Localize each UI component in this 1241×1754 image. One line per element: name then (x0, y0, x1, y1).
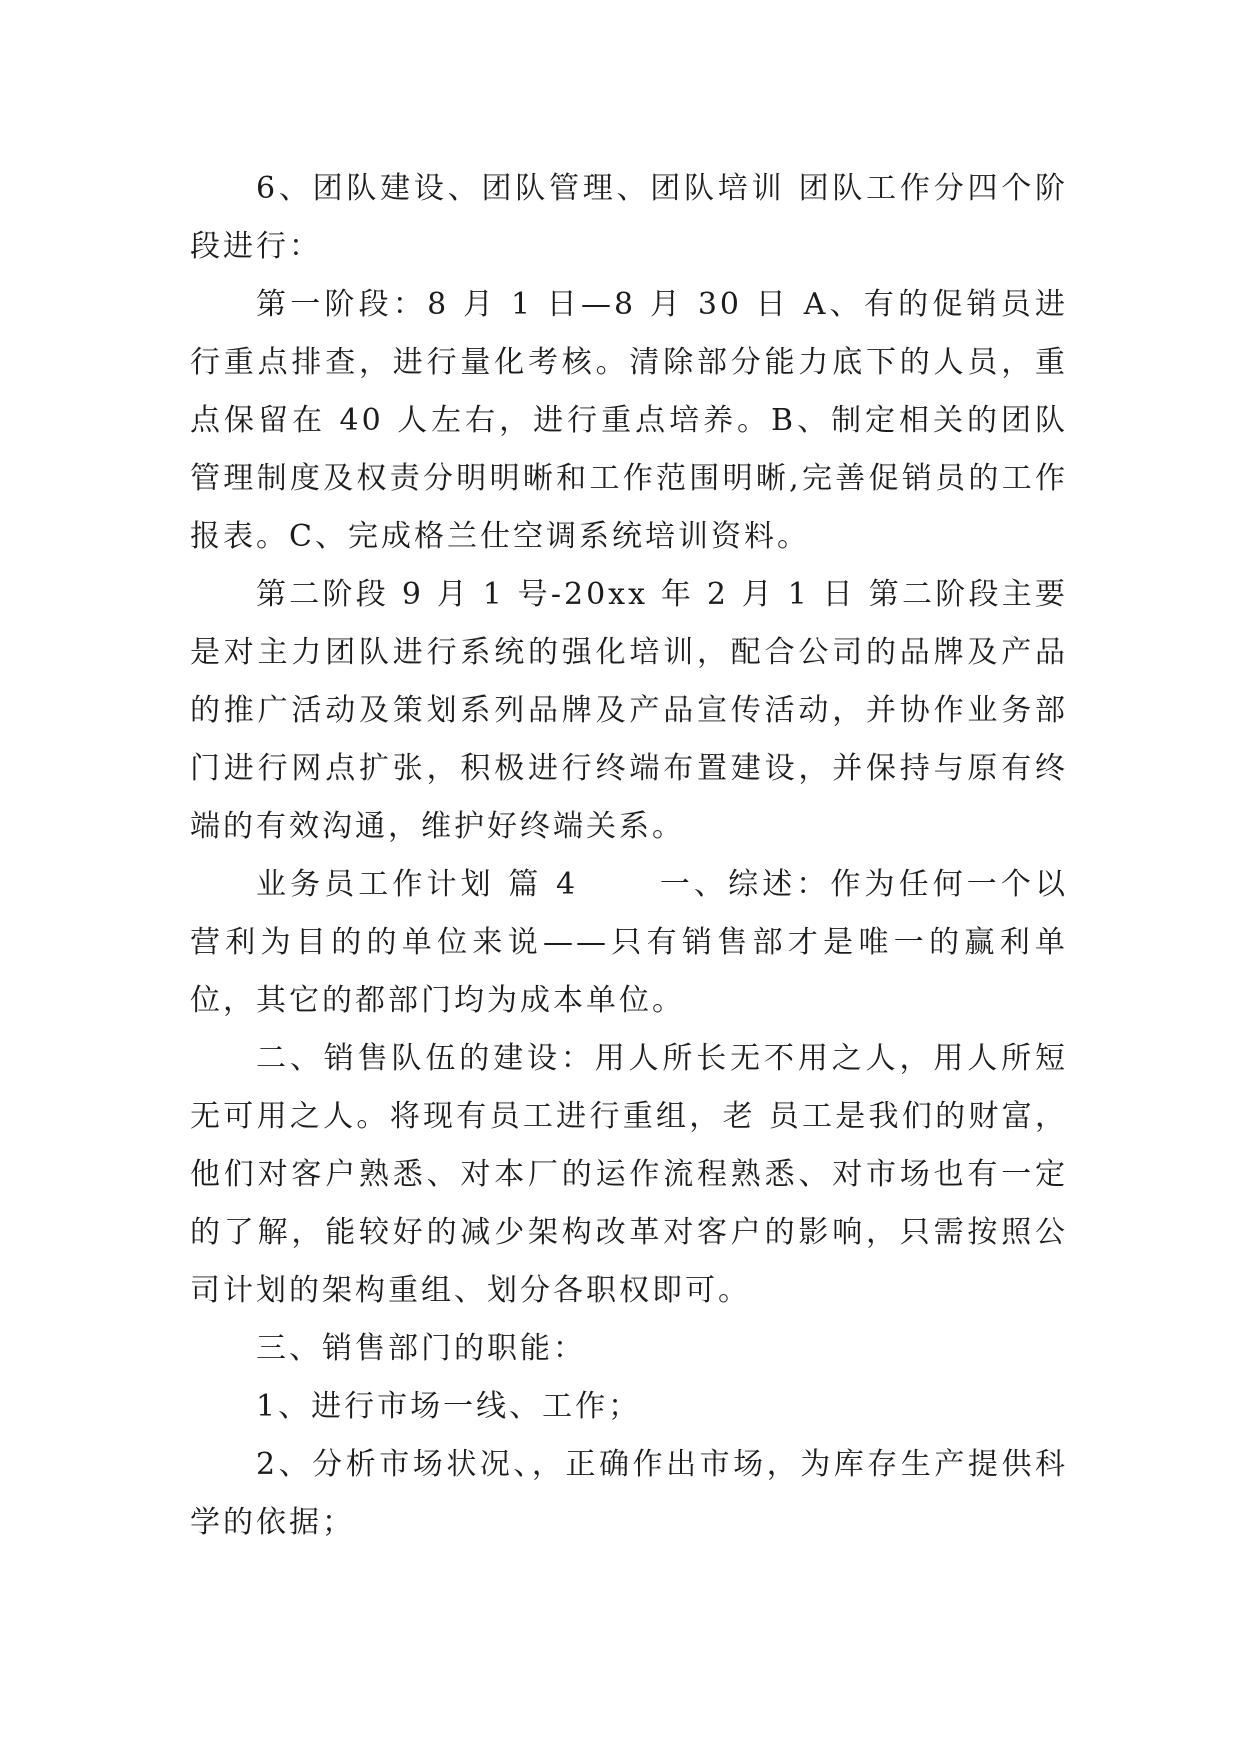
paragraph-function-2: 2、分析市场状况、，正确作出市场，为库存生产提供科学的依据； (190, 1447, 1068, 1540)
document-body (190, 160, 1068, 1552)
paragraph-plan-overview: 业务员工作计划 篇 4 一、综述：作为任何一个以营利为目的的单位来说——只有销售部才是唯一的赢利单位，其它的都部门均为成本单位。 (190, 867, 1068, 1018)
paragraph-sales-functions-heading: 三、销售部门的职能： (256, 1331, 586, 1366)
paragraph-phase-one: 第一阶段：8 月 1 日—8 月 30 日 A、有的促销员进行重点排查，进行量化考核。清除部分能力底下的人员，重点保留在 40 人左右，进行重点培养。B、制定相关的团队管理制度及权责分明明晰和工作范围明晰,完善促销员的工作报表。C、完成格兰仕空调系统培训资料。 (190, 287, 1068, 554)
paragraph-sales-team: 二、销售队伍的建设：用人所长无不用之人，用人所短无可用之人。将现有员工进行重组，老 员工是我们的财富，他们对客户熟悉、对本厂的运作流程熟悉、对市场也有一定的了解，能较好的减少架构改革对客户的影响，只需按照公司计划的架构重组、划分各职权即可。 (190, 1041, 1068, 1308)
paragraph-function-1: 1、进行市场一线、工作； (256, 1389, 642, 1424)
paragraph-team-building: 6、团队建设、团队管理、团队培训 团队工作分四个阶段进行： (190, 171, 1068, 264)
paragraph-phase-two: 第二阶段 9 月 1 号-20xx 年 2 月 1 日 第二阶段主要是对主力团队进行系统的强化培训，配合公司的品牌及产品的推广活动及策划系列品牌及产品宣传活动，并协作业务部门进行网点扩张，积极进行终端布置建设，并保持与原有终端的有效沟通，维护好终端关系。 (190, 577, 1068, 844)
